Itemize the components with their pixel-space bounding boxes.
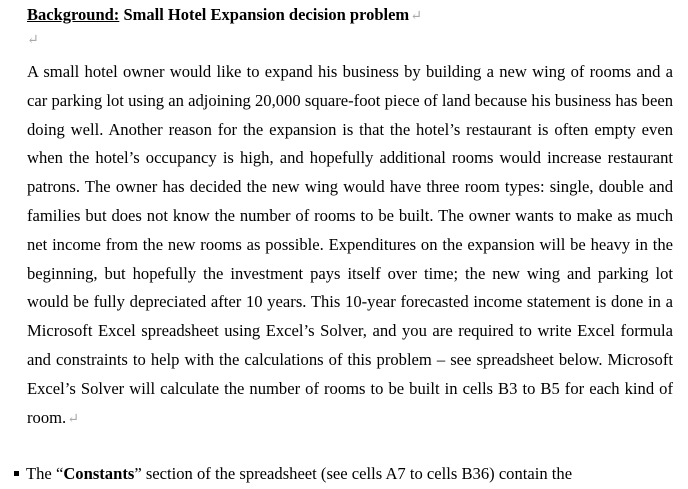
bullet-item	[14, 460, 674, 489]
heading-label: Background:	[27, 5, 120, 24]
section-heading	[27, 4, 422, 28]
bullet-text-bold: Constants	[63, 464, 135, 483]
bullet-text-before: The “	[26, 464, 64, 483]
paragraph-end-mark-icon: ↵	[67, 411, 79, 427]
body-paragraph	[27, 58, 673, 434]
empty-paragraph-mark-icon: ↵	[27, 33, 39, 48]
body-paragraph-text: A small hotel owner would like to expand his business by building a new wing of rooms and a car parking lot using an adjoining 20,000 square-foot piece of land because his business has been doing well. Another reason for the expansion is that the hotel’s restaurant is often empty even when the hotel’s occupancy is high, and hopefully additional rooms would increase restaurant patrons. The owner has decided the new wing would have three room types: single, double and families but does not know the number of rooms to be built. The owner wants to make as much net income from the new rooms as possible. Expenditures on the expansion will be heavy in the beginning, but hopefully the investment pays itself over time; the new wing and parking lot would be fully depreciated after 10 years. This 10-year forecasted income statement is done in a Microsoft Excel spreadsheet using Excel’s Solver, and you are required to write Excel formula and constraints to help with the calculations of this problem – see spreadsheet below. Microsoft Excel’s Solver will calculate the number of rooms to be built in cells B3 to B5 for each kind of room.	[27, 62, 673, 427]
paragraph-mark-icon: ↵	[410, 9, 422, 24]
heading-title: Small Hotel Expansion decision problem	[119, 5, 410, 24]
bullet-square-icon	[14, 471, 19, 476]
bullet-text-after: ” section of the spreadsheet (see cells A7 to cells B36) contain the	[134, 464, 573, 483]
